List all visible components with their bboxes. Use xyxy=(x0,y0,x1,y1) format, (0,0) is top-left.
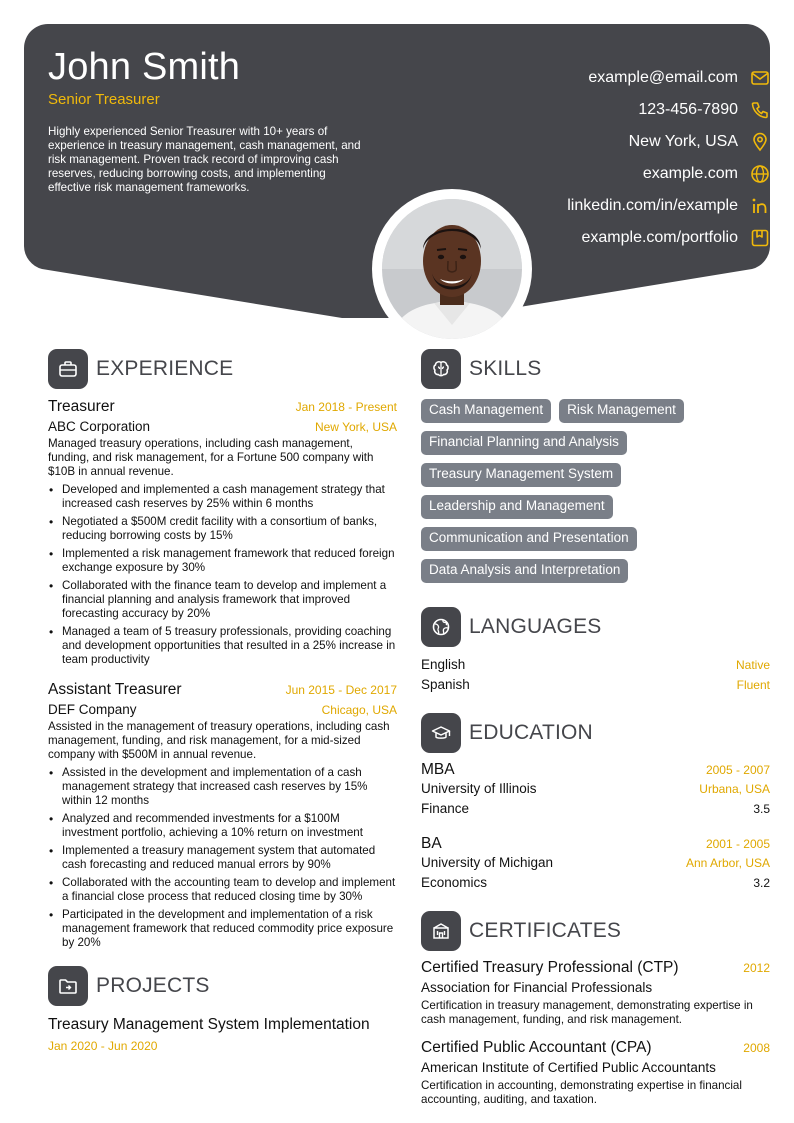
skill-tag: Treasury Management System xyxy=(421,463,621,487)
achievement-item: • Implemented a treasury management system that automated cash forecasting and reduced manual errors by 90% xyxy=(48,844,397,872)
certificates-section-header xyxy=(421,911,770,951)
contact-website[interactable] xyxy=(390,158,770,190)
profile-summary: Highly experienced Senior Treasurer with 10+ years of experience in treasury management, cash management, and risk management. Proven track record of improving cash reserves, reducing borrowing costs, and implementing effective risk management frameworks. xyxy=(48,125,361,194)
skill-tag: Data Analysis and Interpretation xyxy=(421,559,628,583)
left-column xyxy=(48,349,397,1053)
school: University of Illinois xyxy=(421,781,537,796)
job-entry xyxy=(48,398,397,667)
experience-heading: EXPERIENCE xyxy=(96,357,234,380)
institution-icon xyxy=(421,911,461,951)
gpa: 3.2 xyxy=(753,876,770,890)
language-level: Fluent xyxy=(736,678,770,692)
contact-email[interactable] xyxy=(390,62,770,94)
achievement-item: • Assisted in the development and implementation of a cash management strategy that increased cash reserves by 15% within 12 months xyxy=(48,766,397,808)
achievement-item: • Collaborated with the accounting team to develop and implement a financial close process that reduced closing time by 30% xyxy=(48,876,397,904)
job-title: Treasurer xyxy=(48,398,115,415)
achievement-item: • Managed a team of 5 treasury professionals, providing coaching and development opportunities that resulted in a 25% increase in team productivity xyxy=(48,625,397,667)
job-title: Assistant Treasurer xyxy=(48,681,182,698)
school-location: Ann Arbor, USA xyxy=(685,856,770,870)
brain-icon xyxy=(421,349,461,389)
contact-location xyxy=(390,126,770,158)
education-date: 2005 - 2007 xyxy=(705,763,770,777)
contact-location-text: New York, USA xyxy=(628,133,738,150)
languages-heading: LANGUAGES xyxy=(469,615,602,638)
languages-section-header xyxy=(421,607,770,647)
skill-tag: Communication and Presentation xyxy=(421,527,637,551)
contact-phone-text[interactable]: 123-456-7890 xyxy=(638,101,738,118)
projects-section-header xyxy=(48,966,397,1006)
location-icon xyxy=(750,132,770,152)
language-row xyxy=(421,677,770,697)
project-title: Treasury Management System Implementation xyxy=(48,1016,370,1033)
achievement-item: • Implemented a risk management framework that reduced foreign exchange exposure by 30% xyxy=(48,547,397,575)
job-location: Chicago, USA xyxy=(321,703,397,717)
gpa: 3.5 xyxy=(753,802,770,816)
job-company: DEF Company xyxy=(48,702,137,717)
language-list xyxy=(421,657,770,697)
projects-heading: PROJECTS xyxy=(96,974,210,997)
mail-icon xyxy=(750,68,770,88)
job-company: ABC Corporation xyxy=(48,419,151,434)
skills-section-header xyxy=(421,349,770,389)
portfolio-icon xyxy=(750,228,770,248)
skill-tag: Leadership and Management xyxy=(421,495,613,519)
achievement-item: • Participated in the development and implementation of a risk management framework that reduced commodity price exposure by 20% xyxy=(48,908,397,950)
degree: BA xyxy=(421,835,442,852)
contact-phone[interactable] xyxy=(390,94,770,126)
field-of-study: Economics xyxy=(421,875,488,890)
contact-email-text[interactable]: example@email.com xyxy=(588,69,738,86)
certificate-name: Certified Treasury Professional (CTP) xyxy=(421,959,679,976)
certificate-entry xyxy=(421,959,770,1027)
achievement-item: • Collaborated with the finance team to develop and implement a financial planning and analysis framework that improved forecasting accuracy by 20% xyxy=(48,579,397,621)
right-column xyxy=(421,349,770,1107)
job-entry xyxy=(48,681,397,950)
school: University of Michigan xyxy=(421,855,554,870)
education-entry xyxy=(421,835,770,895)
project-date: Jan 2020 - Jun 2020 xyxy=(48,1039,158,1053)
language-name: English xyxy=(421,657,466,672)
folder-icon xyxy=(48,966,88,1006)
job-achievements xyxy=(48,483,397,667)
certificate-date: 2012 xyxy=(743,961,770,975)
experience-section-header xyxy=(48,349,397,389)
job-date: Jan 2018 - Present xyxy=(295,400,397,414)
certificate-description: Certification in treasury management, demonstrating expertise in cash management, funding, and risk management. xyxy=(421,999,753,1026)
skills-list xyxy=(421,399,770,591)
job-location: New York, USA xyxy=(314,420,397,434)
certificate-description: Certification in accounting, demonstrating expertise in financial accounting, auditing, and taxation. xyxy=(421,1079,742,1106)
linkedin-icon xyxy=(750,196,770,216)
globe-icon xyxy=(750,164,770,184)
graduation-cap-icon xyxy=(421,713,461,753)
briefcase-icon xyxy=(48,349,88,389)
certificate-name: Certified Public Accountant (CPA) xyxy=(421,1039,652,1056)
degree: MBA xyxy=(421,761,455,778)
contact-linkedin-text[interactable]: linkedin.com/in/example xyxy=(567,197,738,214)
certificate-entry xyxy=(421,1039,770,1107)
education-date: 2001 - 2005 xyxy=(705,837,770,851)
certificates-heading: CERTIFICATES xyxy=(469,919,622,942)
skill-tag: Financial Planning and Analysis xyxy=(421,431,627,455)
job-description: Managed treasury operations, including cash management, funding, and risk management, for a Fortune 500 company with $10B in annual revenue. xyxy=(48,437,374,478)
skill-tag: Risk Management xyxy=(559,399,684,423)
education-entry xyxy=(421,761,770,821)
contact-website-text[interactable]: example.com xyxy=(642,165,738,182)
contact-portfolio-text[interactable]: example.com/portfolio xyxy=(581,229,738,246)
skill-tag: Cash Management xyxy=(421,399,551,423)
job-description: Assisted in the management of treasury operations, including cash management, funding, and risk management, for a mid-sized company with $500M in annual revenue. xyxy=(48,720,390,761)
field-of-study: Finance xyxy=(421,801,470,816)
language-level: Native xyxy=(735,658,770,672)
certificate-issuer: Association for Financial Professionals xyxy=(421,980,653,995)
phone-icon xyxy=(750,100,770,120)
globe-language-icon xyxy=(421,607,461,647)
certificate-issuer: American Institute of Certified Public Accountants xyxy=(421,1060,716,1075)
education-heading: EDUCATION xyxy=(469,721,593,744)
skills-heading: SKILLS xyxy=(469,357,542,380)
certificate-date: 2008 xyxy=(743,1041,770,1055)
language-name: Spanish xyxy=(421,677,470,692)
candidate-name: John Smith xyxy=(48,46,241,88)
job-achievements xyxy=(48,766,397,950)
achievement-item: • Developed and implemented a cash management strategy that increased cash reserves by 25% within 6 months xyxy=(48,483,397,511)
profile-photo xyxy=(382,199,522,339)
language-row xyxy=(421,657,770,677)
education-section-header xyxy=(421,713,770,753)
candidate-title: Senior Treasurer xyxy=(48,91,160,108)
school-location: Urbana, USA xyxy=(699,782,770,796)
achievement-item: • Analyzed and recommended investments for a $100M investment portfolio, achieving a 10% return on investment xyxy=(48,812,397,840)
job-date: Jun 2015 - Dec 2017 xyxy=(285,683,397,697)
achievement-item: • Negotiated a $500M credit facility with a consortium of banks, reducing borrowing costs by 15% xyxy=(48,515,397,543)
